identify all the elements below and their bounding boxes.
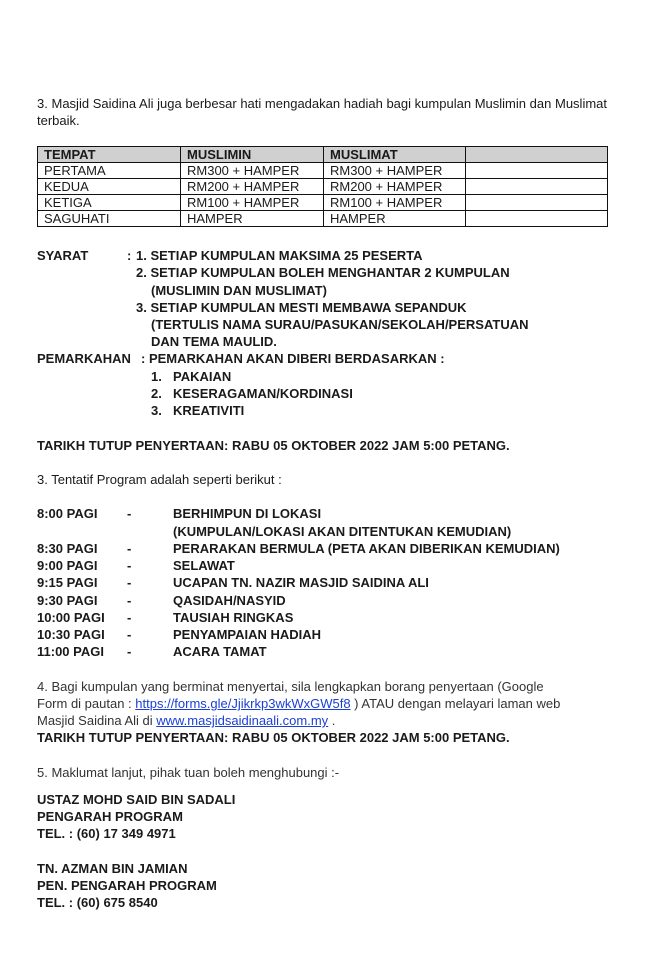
syarat-item: 2. SETIAP KUMPULAN BOLEH MENGHANTAR 2 KUMPULAN xyxy=(136,265,510,280)
syarat-item: (MUSLIMIN DAN MUSLIMAT) xyxy=(151,283,327,298)
schedule-dash: - xyxy=(127,558,132,573)
pemarkahan-num: 2. xyxy=(151,386,162,401)
prize-table-header xyxy=(38,147,608,163)
registration-line3-suffix: . xyxy=(328,713,336,728)
syarat-item: 1. SETIAP KUMPULAN MAKSIMA 25 PESERTA xyxy=(136,248,423,263)
contact-tel: TEL. : (60) 17 349 4971 xyxy=(37,826,176,841)
schedule-dash: - xyxy=(127,644,132,659)
schedule-dash: - xyxy=(127,575,132,590)
table-cell: RM100 + HAMPER xyxy=(181,195,324,211)
website-link[interactable]: www.masjidsaidinaali.com.my xyxy=(156,713,329,728)
schedule-activity: PENYAMPAIAN HADIAH xyxy=(173,627,322,642)
contact-name: USTAZ MOHD SAID BIN SADALI xyxy=(37,792,236,807)
registration-line2-suffix: ) ATAU dengan melayari laman web xyxy=(350,696,561,711)
schedule-activity: UCAPAN TN. NAZIR MASJID SAIDINA ALI xyxy=(173,575,429,590)
syarat-item: DAN TEMA MAULID. xyxy=(151,334,277,349)
table-cell: KEDUA xyxy=(38,179,181,195)
syarat-colon: : xyxy=(127,248,132,263)
registration-line3-prefix: Masjid Saidina Ali di xyxy=(37,713,157,728)
pemarkahan-item: KESERAGAMAN/KORDINASI xyxy=(173,386,353,401)
registration-line2-prefix: Form di pautan : xyxy=(37,696,136,711)
table-cell: KETIGA xyxy=(38,195,181,211)
syarat-item: (TERTULIS NAMA SURAU/PASUKAN/SEKOLAH/PERSATUAN xyxy=(151,317,529,332)
schedule-time: 8:00 PAGI xyxy=(37,506,98,521)
schedule-dash: - xyxy=(127,541,132,556)
table-cell: RM200 + HAMPER xyxy=(181,179,324,195)
schedule-time: 9:30 PAGI xyxy=(37,593,98,608)
pemarkahan-item: KREATIVITI xyxy=(173,403,245,418)
schedule-dash: - xyxy=(127,610,132,625)
table-cell xyxy=(466,179,608,195)
table-cell: RM200 + HAMPER xyxy=(324,179,466,195)
table-cell: RM300 + HAMPER xyxy=(324,163,466,179)
table-cell: RM100 + HAMPER xyxy=(324,195,466,211)
table-cell: HAMPER xyxy=(324,211,466,227)
pemarkahan-heading: : PEMARKAHAN AKAN DIBERI BERDASARKAN : xyxy=(141,351,445,366)
table-cell: RM300 + HAMPER xyxy=(181,163,324,179)
prize-table xyxy=(37,146,608,227)
schedule-time: 11:00 PAGI xyxy=(37,644,104,659)
registration-line2 xyxy=(37,695,560,712)
table-row xyxy=(38,195,608,211)
contact-tel: TEL. : (60) 675 8540 xyxy=(37,895,158,910)
schedule-time: 9:15 PAGI xyxy=(37,575,98,590)
schedule-time: 8:30 PAGI xyxy=(37,541,98,556)
schedule-activity: ACARA TAMAT xyxy=(173,644,267,659)
google-form-link[interactable]: https://forms.gle/Jjikrkp3wkWxGW5f8 xyxy=(135,696,351,711)
header-empty xyxy=(466,147,608,163)
schedule-activity: BERHIMPUN DI LOKASI xyxy=(173,506,322,521)
pemarkahan-num: 1. xyxy=(151,369,162,384)
schedule-time: 10:30 PAGI xyxy=(37,627,105,642)
table-cell xyxy=(466,163,608,179)
syarat-label: SYARAT xyxy=(37,248,89,263)
table-row xyxy=(38,179,608,195)
registration-line3 xyxy=(37,712,335,729)
schedule-dash: - xyxy=(127,627,132,642)
table-row xyxy=(38,211,608,227)
header-tempat: TEMPAT xyxy=(38,147,181,163)
schedule-activity: TAUSIAH RINGKAS xyxy=(173,610,294,625)
contact-name: TN. AZMAN BIN JAMIAN xyxy=(37,861,188,876)
header-muslimin: MUSLIMIN xyxy=(181,147,324,163)
schedule-time: 9:00 PAGI xyxy=(37,558,98,573)
schedule-activity: SELAWAT xyxy=(173,558,235,573)
schedule-activity: PERARAKAN BERMULA (PETA AKAN DIBERIKAN KEMUDIAN) xyxy=(173,541,560,556)
tentatif-intro: 3. Tentatif Program adalah seperti berikut : xyxy=(37,472,282,487)
registration-line1: 4. Bagi kumpulan yang berminat menyertai, sila lengkapkan borang penyertaan (Google xyxy=(37,679,544,694)
intro-paragraph: 3. Masjid Saidina Ali juga berbesar hati mengadakan hadiah bagi kumpulan Muslimin dan Muslimat terbaik. xyxy=(37,96,607,128)
header-muslimat: MUSLIMAT xyxy=(324,147,466,163)
registration-closing: TARIKH TUTUP PENYERTAAN: RABU 05 OKTOBER 2022 JAM 5:00 PETANG. xyxy=(37,730,510,745)
table-cell: PERTAMA xyxy=(38,163,181,179)
schedule-time: 10:00 PAGI xyxy=(37,610,105,625)
schedule-dash: - xyxy=(127,506,132,521)
table-cell: SAGUHATI xyxy=(38,211,181,227)
table-cell xyxy=(466,211,608,227)
schedule-activity: (KUMPULAN/LOKASI AKAN DITENTUKAN KEMUDIAN) xyxy=(173,524,512,539)
syarat-item: 3. SETIAP KUMPULAN MESTI MEMBAWA SEPANDUK xyxy=(136,300,467,315)
contact-role: PEN. PENGARAH PROGRAM xyxy=(37,878,217,893)
table-cell xyxy=(466,195,608,211)
contact-intro: 5. Maklumat lanjut, pihak tuan boleh menghubungi :- xyxy=(37,765,340,780)
closing-date: TARIKH TUTUP PENYERTAAN: RABU 05 OKTOBER 2022 JAM 5:00 PETANG. xyxy=(37,438,510,453)
table-cell: HAMPER xyxy=(181,211,324,227)
pemarkahan-num: 3. xyxy=(151,403,162,418)
table-row xyxy=(38,163,608,179)
schedule-activity: QASIDAH/NASYID xyxy=(173,593,286,608)
pemarkahan-item: PAKAIAN xyxy=(173,369,232,384)
contact-role: PENGARAH PROGRAM xyxy=(37,809,183,824)
schedule-dash: - xyxy=(127,593,132,608)
pemarkahan-label: PEMARKAHAN xyxy=(37,351,131,366)
